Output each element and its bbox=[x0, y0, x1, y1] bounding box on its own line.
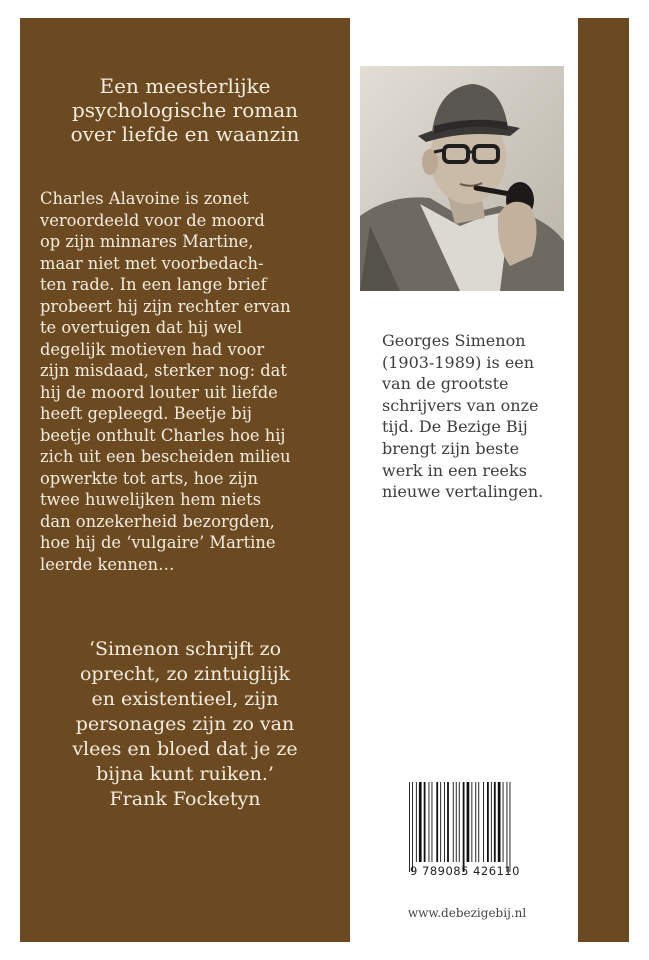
blurb-line: opwerkte tot arts, hoe zijn bbox=[40, 468, 259, 488]
author-portrait-illustration bbox=[360, 66, 564, 291]
tagline-line: over liefde en waanzin bbox=[70, 122, 300, 146]
barcode-bar bbox=[429, 782, 430, 862]
blurb-line: zich uit een bescheiden milieu bbox=[40, 447, 291, 466]
barcode-bar bbox=[456, 782, 457, 862]
barcode-bar bbox=[436, 782, 438, 862]
quote-line: personages zijn zo van bbox=[75, 713, 295, 735]
author-photo bbox=[360, 66, 564, 291]
quote-line: oprecht, zo zintuiglijk bbox=[79, 663, 290, 685]
barcode-bar bbox=[440, 782, 441, 862]
blurb-line: twee huwelijken hem niets bbox=[40, 490, 262, 509]
barcode-bar bbox=[416, 782, 417, 862]
bio-line: van de grootste bbox=[382, 374, 509, 394]
blurb-line: dan onzekerheid bezorgden, bbox=[40, 511, 275, 531]
bio-line: nieuwe vertalingen. bbox=[382, 482, 544, 502]
tagline-line: psychologische roman bbox=[71, 98, 299, 122]
blurb-line: Charles Alavoine is zonet bbox=[40, 189, 249, 208]
barcode-bar bbox=[491, 782, 492, 862]
barcode-bar bbox=[483, 782, 484, 862]
quote-line: en existentieel, zijn bbox=[91, 688, 279, 710]
barcode-bar bbox=[498, 782, 501, 862]
blurb-line: beetje onthult Charles hoe hij bbox=[40, 425, 286, 445]
barcode-bar bbox=[424, 782, 426, 862]
barcode-bar bbox=[467, 782, 470, 862]
blurb-line: heeft gepleegd. Beetje bij bbox=[40, 404, 252, 423]
barcode-bar bbox=[459, 782, 460, 862]
quote-line: bijna kunt ruiken.’ bbox=[96, 763, 274, 785]
blurb-line: leerde kennen… bbox=[40, 554, 175, 574]
review-quote bbox=[20, 637, 350, 812]
barcode-bar bbox=[478, 782, 479, 862]
book-blurb bbox=[40, 188, 340, 575]
barcode-bar bbox=[494, 782, 496, 862]
blurb-line: probeert hij zijn rechter ervan bbox=[40, 296, 291, 316]
bio-line: brengt zijn beste bbox=[382, 438, 520, 458]
blurb-line: ten rade. In een lange brief bbox=[40, 275, 267, 294]
blurb-line: hoe hij de ‘vulgaire’ Martine bbox=[40, 533, 276, 552]
bio-line: schrijvers van onze bbox=[382, 395, 539, 415]
barcode-bar bbox=[409, 782, 410, 872]
blurb-line: te overtuigen dat hij wel bbox=[40, 318, 243, 337]
blurb-line: degelijk motieven had voor bbox=[40, 339, 265, 359]
bio-line: tijd. De Bezige Bij bbox=[382, 417, 528, 437]
quote-line: vlees en bloed dat je ze bbox=[72, 738, 298, 760]
barcode-bar bbox=[487, 782, 489, 862]
isbn-barcode bbox=[407, 782, 531, 872]
barcode-bar bbox=[507, 782, 508, 872]
quote-line: ‘Simenon schrijft zo bbox=[88, 638, 282, 660]
bio-line: Georges Simenon bbox=[382, 331, 526, 350]
blurb-line: hij de moord louter uit liefde bbox=[40, 382, 278, 402]
right-brown-strip bbox=[578, 18, 629, 942]
tagline-line: Een meesterlijke bbox=[99, 74, 271, 98]
bio-line: werk in een reeks bbox=[382, 460, 527, 480]
barcode-bar bbox=[444, 782, 445, 862]
barcode-bar bbox=[471, 782, 472, 862]
barcode-bar bbox=[412, 782, 413, 872]
blurb-line: op zijn minnares Martine, bbox=[40, 232, 254, 251]
barcode-bar bbox=[463, 782, 465, 872]
publisher-website: www.debezigebij.nl bbox=[407, 906, 527, 920]
blurb-line: veroordeeld voor de moord bbox=[40, 210, 265, 230]
barcode-bar bbox=[419, 782, 422, 862]
author-bio bbox=[382, 330, 572, 503]
isbn-number: 9 789085 426110 bbox=[410, 864, 520, 878]
barcode-bar bbox=[432, 782, 433, 862]
bio-line: (1903-1989) is een bbox=[382, 352, 535, 372]
blurb-line: maar niet met voorbedach- bbox=[40, 253, 264, 273]
quote-attribution: Frank Focketyn bbox=[109, 788, 261, 810]
barcode-bar bbox=[503, 782, 504, 862]
blurb-line: zijn misdaad, sterker nog: dat bbox=[40, 361, 287, 380]
tagline bbox=[20, 74, 350, 146]
barcode-bar bbox=[475, 782, 476, 862]
barcode-bar bbox=[447, 782, 449, 862]
barcode-bar bbox=[510, 782, 511, 872]
barcode-bar bbox=[453, 782, 454, 862]
